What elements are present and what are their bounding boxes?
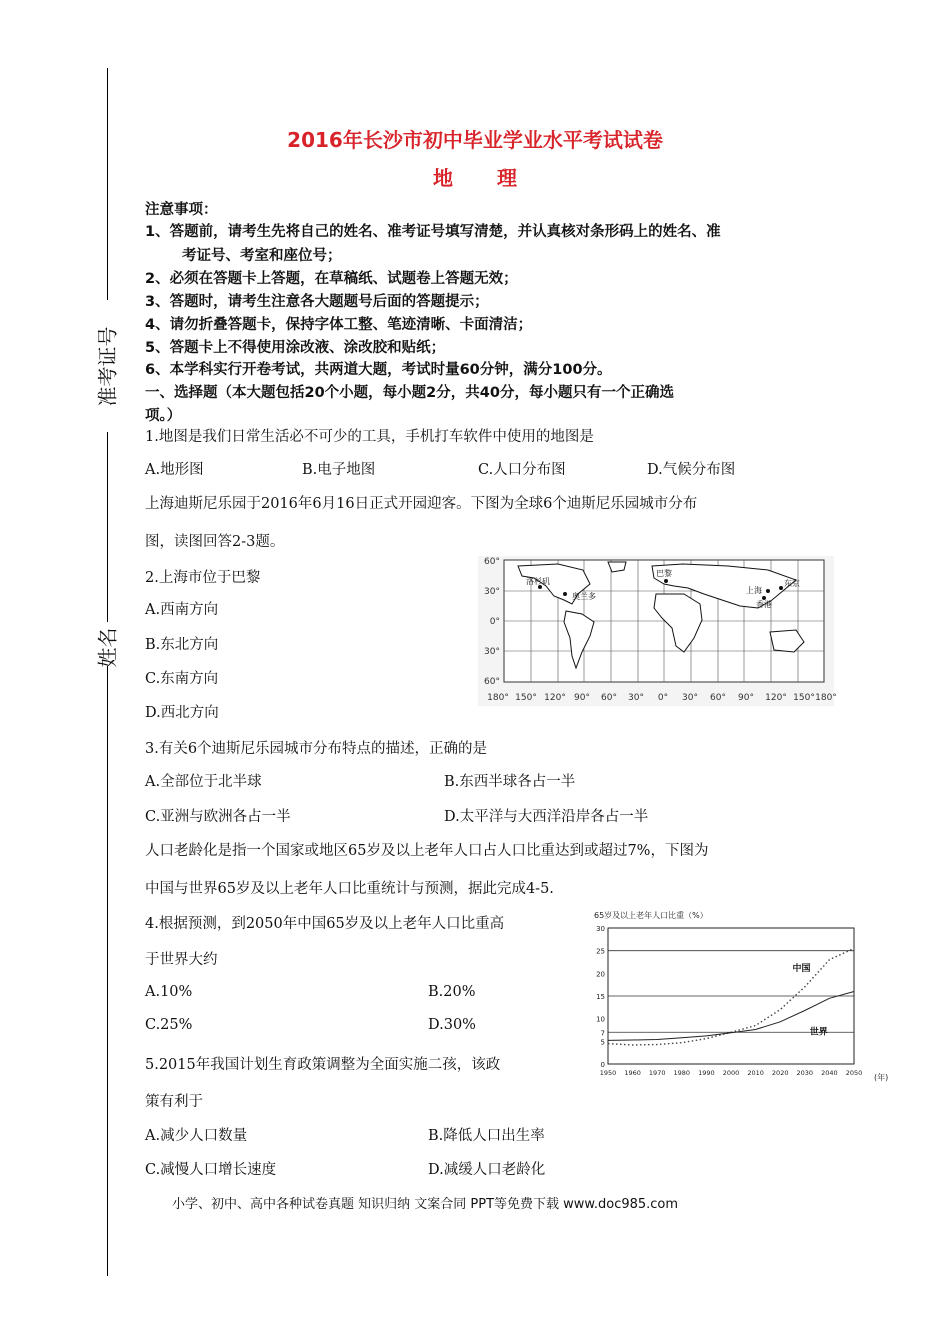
name-label: 姓名 <box>95 627 120 668</box>
la-label: 洛杉矶 <box>526 577 550 586</box>
y-tick-label: 0 <box>600 1061 605 1069</box>
aging-population-chart <box>592 908 902 1086</box>
intro-45-cont: 中国与世界65岁及以上老年人口比重统计与预测，据此完成4-5. <box>145 881 554 897</box>
notice-item: 4、请勿折叠答题卡，保持字体工整、笔迹清晰、卡面清洁； <box>145 317 533 333</box>
q5-option-d: D.减缓人口老龄化 <box>428 1162 546 1178</box>
x-tick-label: 2050 <box>845 1069 863 1077</box>
q2-option-b: B.东北方向 <box>145 637 219 653</box>
lat-label: 0° <box>489 617 500 627</box>
y-tick-label: 30 <box>596 925 605 933</box>
orlando-marker <box>563 592 567 596</box>
y-tick-label: 7 <box>600 1029 605 1038</box>
question-3-stem: 3.有关6个迪斯尼乐园城市分布特点的描述，正确的是 <box>145 741 488 757</box>
q1-option-b: B.电子地图 <box>302 462 376 478</box>
x-tick-label: 2020 <box>771 1069 789 1077</box>
x-tick-label: 1950 <box>599 1069 617 1077</box>
lon-label: 180° <box>815 693 837 703</box>
x-tick-label: 2000 <box>722 1069 740 1077</box>
paris-marker <box>664 579 668 583</box>
q3-option-c: C.亚洲与欧洲各占一半 <box>145 809 291 825</box>
q1-option-d: D.气候分布图 <box>647 462 736 478</box>
intro-45: 人口老龄化是指一个国家或地区65岁及以上老年人口占人口比重达到或超过7%，下图为 <box>145 843 709 859</box>
question-4-stem-cont: 于世界大约 <box>145 952 218 968</box>
shanghai-marker <box>766 589 770 593</box>
lon-label: 120° <box>544 693 566 703</box>
q2-option-c: C.东南方向 <box>145 671 219 687</box>
q2-option-d: D.西北方向 <box>145 705 219 721</box>
notice-item: 考证号、考室和座位号； <box>182 248 342 264</box>
question-1-stem: 1.地图是我们日常生活必不可少的工具，手机打车软件中使用的地图是 <box>145 429 594 445</box>
notice-item: 6、本学科实行开卷考试，共两道大题，考试时量60分钟，满分100分。 <box>145 362 612 378</box>
section-heading-cont: 项。） <box>145 408 182 424</box>
series-label-world: 世界 <box>809 1027 828 1038</box>
y-tick-label: 5 <box>600 1038 605 1047</box>
subject-title: 地理 <box>433 166 561 190</box>
lon-label: 60° <box>601 693 617 703</box>
binding-line-mid <box>107 432 108 622</box>
notice-item: 2、必须在答题卡上答题，在草稿纸、试题卷上答题无效； <box>145 271 518 287</box>
x-tick-label: 1990 <box>698 1069 715 1077</box>
x-tick-label: 2010 <box>747 1069 764 1077</box>
lon-label: 180° <box>487 693 509 703</box>
q5-option-c: C.减慢人口增长速度 <box>145 1162 277 1178</box>
tokyo-marker <box>779 586 783 590</box>
notice-item: 3、答题时，请考生注意各大题题号后面的答题提示； <box>145 294 489 310</box>
lon-label: 30° <box>628 693 644 703</box>
disney-world-map <box>478 556 837 706</box>
q5-option-b: B.降低人口出生率 <box>428 1128 545 1144</box>
hongkong-label: 香港 <box>756 600 772 609</box>
page-title: 2016年长沙市初中毕业学业水平考试试卷 <box>287 128 663 152</box>
lat-label: 30° <box>484 587 500 597</box>
x-tick-label: 1960 <box>624 1069 641 1077</box>
lon-label: 90° <box>738 693 754 703</box>
lon-label: 120° <box>765 693 787 703</box>
y-tick-label: 10 <box>596 1015 605 1024</box>
q3-option-d: D.太平洋与大西洋沿岸各占一半 <box>444 809 649 825</box>
q4-option-b: B.20% <box>428 984 476 1000</box>
lat-label: 60° <box>484 677 500 687</box>
q4-option-c: C.25% <box>145 1017 193 1033</box>
q5-option-a: A.减少人口数量 <box>145 1128 248 1144</box>
binding-line-bottom <box>107 666 108 1276</box>
x-tick-label: 2040 <box>821 1069 838 1077</box>
question-5-stem-cont: 策有利于 <box>145 1094 203 1110</box>
question-2-stem: 2.上海市位于巴黎 <box>145 570 261 586</box>
exam-number-label: 准考证号 <box>95 326 120 407</box>
chart-xlabel: (年) <box>874 1073 889 1082</box>
question-5-stem: 5.2015年我国计划生育政策调整为全面实施二孩，该政 <box>145 1057 501 1073</box>
x-tick-label: 1970 <box>648 1069 666 1077</box>
shanghai-label: 上海 <box>746 586 762 595</box>
notice-item: 5、答题卡上不得使用涂改液、涂改胶和贴纸； <box>145 340 446 356</box>
q1-option-a: A.地形图 <box>145 462 204 478</box>
notice-item: 1、答题前，请考生先将自己的姓名、准考证号填写清楚，并认真核对条形码上的姓名、准 <box>145 224 721 240</box>
y-tick-label: 20 <box>596 970 605 979</box>
footer-text: 小学、初中、高中各种试卷真题 知识归纳 文案合同 PPT等免费下载 www.doc985.com <box>172 1197 679 1212</box>
orlando-label: 奥兰多 <box>572 592 596 601</box>
lon-label: 150° <box>793 693 815 703</box>
q4-option-d: D.30% <box>428 1017 476 1033</box>
q2-option-a: A.西南方向 <box>145 602 219 618</box>
lon-label: 60° <box>710 693 726 703</box>
lat-label: 60° <box>484 557 500 567</box>
y-tick-label: 15 <box>596 993 605 1001</box>
chart-title: 65岁及以上老年人口比重（%） <box>594 911 708 920</box>
notice-heading: 注意事项： <box>145 202 218 218</box>
series-label-china: 中国 <box>792 964 811 975</box>
q3-option-b: B.东西半球各占一半 <box>444 774 576 790</box>
intro-23-cont: 图，读图回答2-3题。 <box>145 534 285 550</box>
section-heading: 一、选择题（本大题包括20个小题，每小题2分，共40分，每小题只有一个正确选 <box>145 385 674 401</box>
lat-label: 30° <box>484 647 500 657</box>
q3-option-a: A.全部位于北半球 <box>145 774 262 790</box>
lon-label: 150° <box>515 693 537 703</box>
tokyo-label: 东京 <box>784 579 800 588</box>
q1-option-c: C.人口分布图 <box>478 462 566 478</box>
intro-23: 上海迪斯尼乐园于2016年6月16日正式开园迎客。下图为全球6个迪斯尼乐园城市分布 <box>145 496 698 512</box>
x-tick-label: 1980 <box>673 1069 691 1077</box>
lon-label: 90° <box>574 693 590 703</box>
paris-label: 巴黎 <box>656 569 672 578</box>
q4-option-a: A.10% <box>145 984 193 1000</box>
question-4-stem: 4.根据预测，到2050年中国65岁及以上老年人口比重高 <box>145 916 505 932</box>
lon-label: 30° <box>682 693 698 703</box>
lon-label: 0° <box>657 693 669 703</box>
x-tick-label: 2030 <box>796 1069 814 1077</box>
y-tick-label: 25 <box>596 947 605 956</box>
